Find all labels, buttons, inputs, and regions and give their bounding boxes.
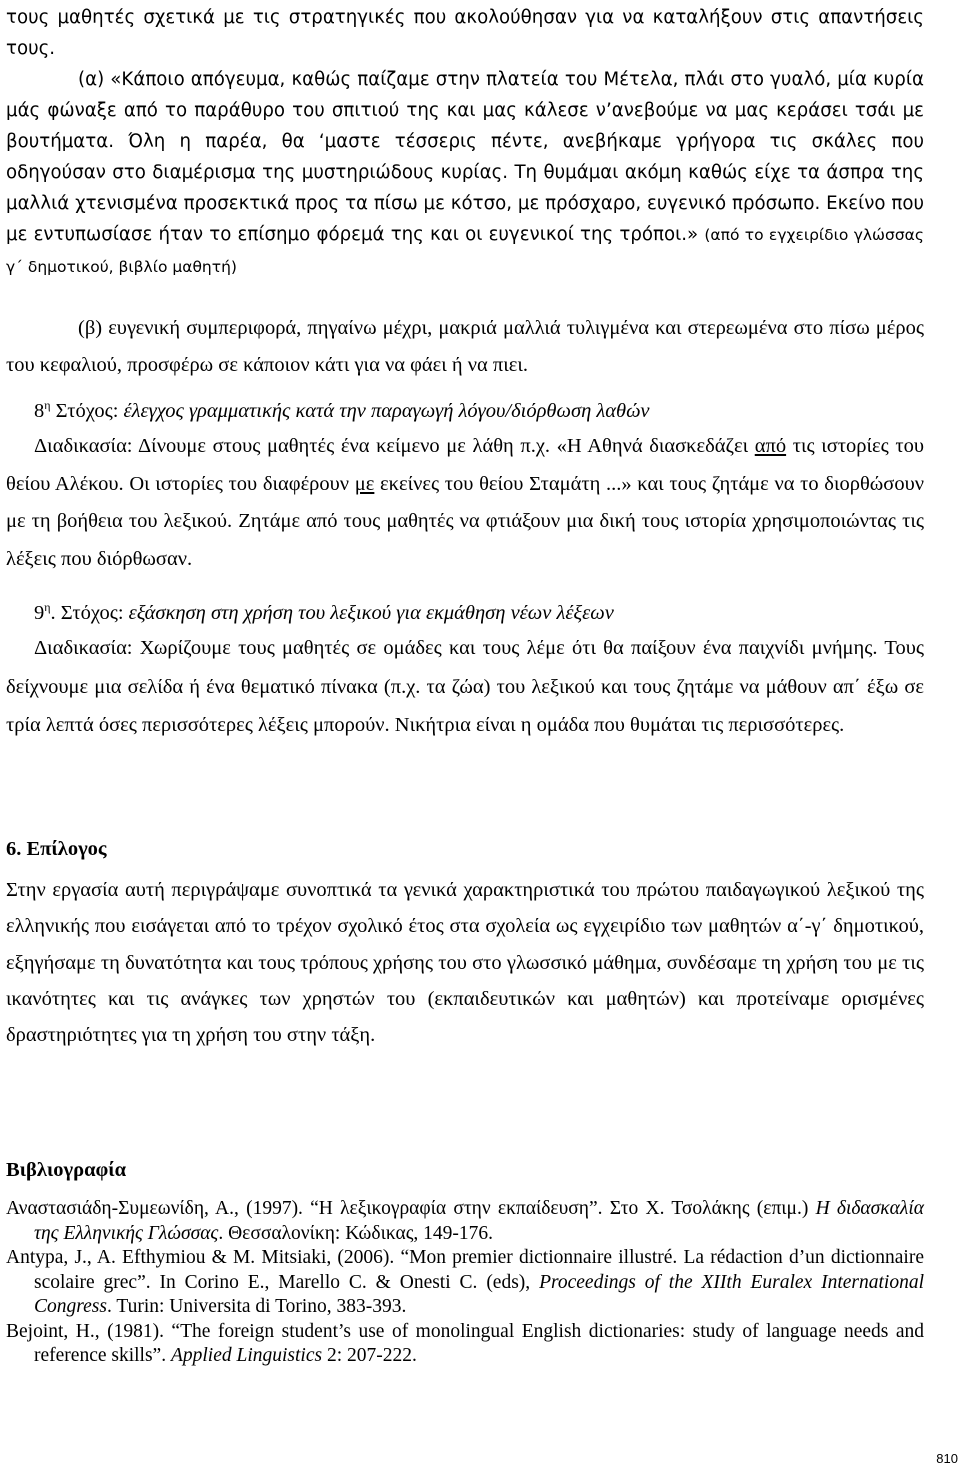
goal-9-sup: η (44, 600, 51, 614)
goal-9-text: εξάσκηση στη χρήση του λεξικού για εκμάθηση νέων λέξεων (128, 601, 614, 624)
bib-entry-3-text: Bejoint, H., (1981). “The foreign student’s use of monolingual English dictionaries: study of language needs and reference skills”. (6, 1320, 924, 1366)
goal-9 (6, 590, 924, 630)
goal-8-label: Στόχος: (55, 399, 124, 422)
beta-paragraph: (β) ευγενική συμπεριφορά, πηγαίνω μέχρι, μακριά μαλλιά τυλιγμένα και στερεωμένα στο πίσω μέρος του κεφαλιού, προσφέρω σε κάποιον κάτι για να φάει ή να πιει. (6, 317, 924, 376)
goal-8-text: έλεγχος γραμματικής κατά την παραγωγή λόγου/διόρθωση λαθών (123, 399, 650, 422)
procedure-8 (6, 428, 924, 578)
procedure-8-part1: Διαδικασία: Δίνουμε στους μαθητές ένα κείμενο με λάθη π.χ. «Η Αθηνά διασκεδάζει (34, 435, 755, 457)
procedure-8-underline-1: από (754, 435, 787, 457)
bib-entry-3-title: Applied Linguistics (170, 1345, 323, 1366)
goal-8-number: 8 (34, 399, 45, 422)
goal-8-sup: η (44, 398, 51, 412)
bib-entry-2-title: Proceedings of the XIIth Euralex International Congress (34, 1271, 924, 1317)
procedure-8-underline-2: με (354, 472, 375, 495)
quote-alpha-text: (α) «Κάποιο απόγευμα, καθώς παίζαμε στην πλατεία του Μέτελα, πλάι στο γυαλό, μία κυρία μάς φώναξε από το παράθυρο του σπιτιού της και μας κάλεσε ν’ανεβούμε να μας κεράσει τσάι με βουτήματα. Όλη η παρέα, θα ‘μαστε τέσσερις πέντε, ανεβήκαμε γρήγορα τις σκάλες που οδηγούσαν στο διαμέρισμα της μυστηριώδους κυρίας. Τη θυμάμαι ακόμη καθώς είχε τα άσπρα της μαλλιά χτενισμένα προσεκτικά προς τα πίσω με κότσο, με πρόσχαρο, ευγενικό πρόσωπο. Εκείνο που με εντυπωσίασε ήταν το επίσημο φόρεμά της και οι ευγενικοί της τρόποι.» (6, 69, 924, 245)
quote-block (6, 2, 924, 283)
procedure-8-part2: τις ιστορίες του θείου Αλέκου. Οι ιστορίες του διαφέρουν (6, 435, 924, 495)
procedure-8-part3: εκείνες του θείου Σταμάτη ...» και τους ζητάμε να το διορθώσουν με τη βοήθεια του λεξικού. Ζητάμε από τους μαθητές να φτιάξουν μια δική τους ιστορία χρησιμοποιώντας τις λέξεις που διόρθωσαν. (6, 472, 924, 570)
bibliography-entry (6, 1197, 924, 1246)
procedure-9: Διαδικασία: Χωρίζουμε τους μαθητές σε ομάδες και τους λέμε ότι θα παίξουν ένα παιχνίδι μνήμης. Τους δείχνουμε μια σελίδα ή ένα θεματικό πίνακα (π.χ. τα ζώα) του λεξικού και τους ζητάμε να μάθουν απ΄ έξω σε τρία λεπτά όσες περισσότερες λέξεις μπορούν. Νικήτρια είναι η ομάδα που θυμάται τις περισσότερες. (6, 637, 924, 736)
bibliography-list (6, 1197, 924, 1369)
bibliography-heading: Βιβλιογραφία (6, 1159, 127, 1181)
goal-9-number: 9 (34, 601, 45, 624)
bib-entry-2-end: . Turin: Universita di Torino, 383-393. (106, 1296, 407, 1317)
epilogue-text: Στην εργασία αυτή περιγράψαμε συνοπτικά τα γενικά χαρακτηριστικά του πρώτου παιδαγωγικού λεξικού της ελληνικής που εισάγεται από το τρέχον σχολικό έτος στα σχολεία ως εγχειρίδιο των μαθητών α΄-γ΄ δημοτικού, εξηγήσαμε τη δυνατότητα και τους τρόπους χρήσης του στο γλωσσικό μάθημα, συνδέσαμε τη χρήση του με τις ικανότητες και τις ανάγκες των χρηστών του (εκπαιδευτικών και μαθητών) και προτείναμε ορισμένες δραστηριότητες για τη χρήση του στην τάξη. (6, 879, 924, 1047)
quote-alpha (6, 64, 924, 283)
epilogue-heading: 6. Επίλογος (6, 838, 107, 860)
goal-9-label: . Στόχος: (50, 601, 129, 624)
bibliography-entry (6, 1246, 924, 1320)
bib-entry-3-end: 2: 207-222. (322, 1345, 417, 1366)
quote-intro-line: τους μαθητές σχετικά με τις στρατηγικές που ακολούθησαν για να καταλήξουν στις απαντήσεις τους. (6, 7, 924, 59)
bib-entry-1-title: Η διδασκαλία της Ελληνικής Γλώσσας (34, 1198, 924, 1244)
page-number: 810 (936, 1451, 958, 1466)
bibliography-entry (6, 1320, 924, 1369)
goal-8 (6, 388, 924, 428)
bib-entry-1-text: Αναστασιάδη-Συμεωνίδη, Α., (1997). “Η λεξικογραφία στην εκπαίδευση”. Στο Χ. Τσολάκης (επιμ.) (6, 1198, 816, 1219)
quote-alpha-source: (από το εγχειρίδιο γλώσσας γ΄ δημοτικού, βιβλίο μαθητή) (6, 226, 924, 276)
bib-entry-2-text: Antypa, J., A. Efthymiou & M. Mitsiaki, (2006). “Mon premier dictionnaire illustré. La rédaction d’un dictionnaire scolaire grec”. In Corino E., Marello C. & Onesti C. (eds), (6, 1247, 924, 1293)
bib-entry-1-end: . Θεσσαλονίκη: Κώδικας, 149-176. (218, 1222, 494, 1244)
